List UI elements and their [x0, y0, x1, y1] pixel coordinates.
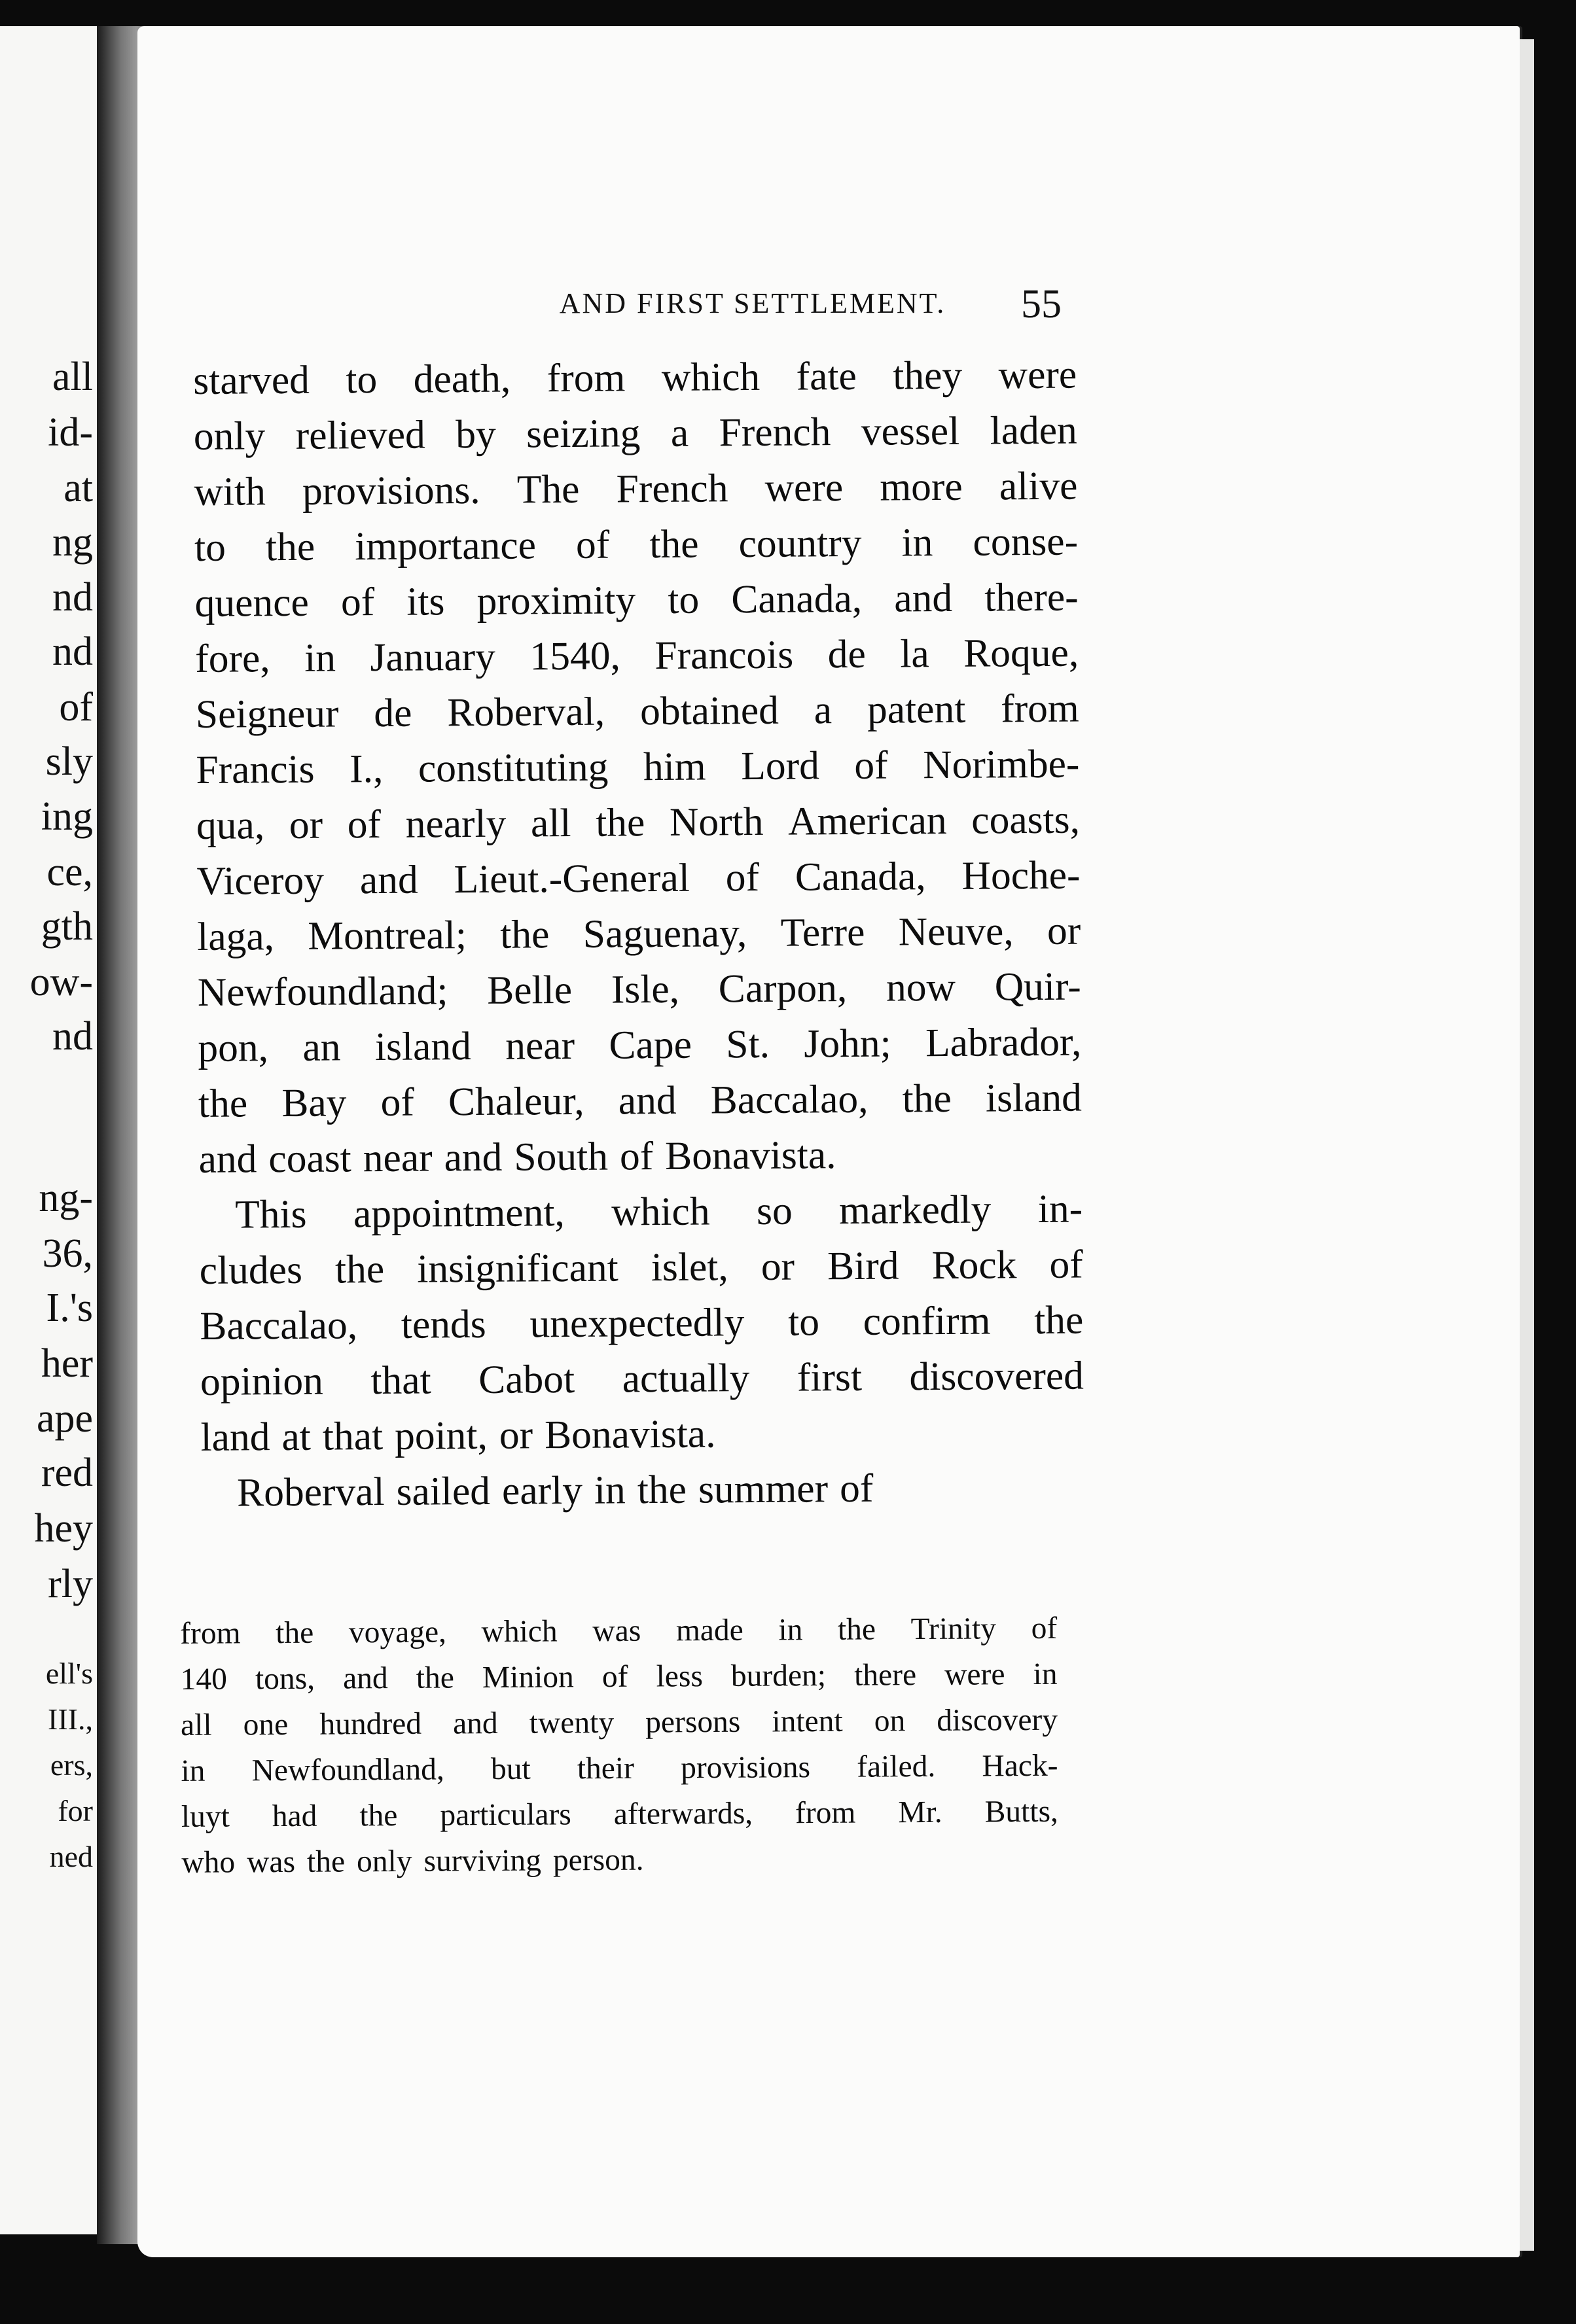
- left-fragment: 36,: [42, 1231, 93, 1276]
- text-line: cludes the insignificant islet, or Bird Rock of: [199, 1242, 1083, 1293]
- text-line: Francis I., constituting him Lord of Norimbe-: [196, 741, 1080, 792]
- text-line: Roberval sailed early in the summer of: [236, 1466, 874, 1515]
- left-fragment: id-: [48, 410, 93, 455]
- left-fragment: nd: [52, 575, 93, 620]
- left-fragment: all: [52, 355, 93, 399]
- text-line: qua, or of nearly all the North American coasts,: [196, 797, 1081, 848]
- left-fragment: at: [63, 466, 93, 510]
- left-fragment: ng: [52, 520, 93, 565]
- text-line: Baccalao, tends unexpectedly to confirm the: [200, 1297, 1084, 1348]
- body-text: [193, 347, 1084, 1521]
- text-line: Newfoundland; Belle Isle, Carpon, now Quir-: [197, 964, 1081, 1015]
- left-fragment: ell's: [45, 1657, 93, 1690]
- left-fragment: red: [41, 1451, 93, 1495]
- left-fragment: ow-: [29, 960, 93, 1004]
- footnote-line: luyt had the particulars afterwards, from Mr. Butts,: [181, 1794, 1058, 1834]
- left-fragment: of: [59, 685, 93, 730]
- left-fragment: III.,: [48, 1702, 93, 1736]
- left-fragment: sly: [45, 739, 93, 784]
- footnote-line: who was the only surviving person.: [181, 1842, 644, 1880]
- footnote-line: all one hundred and twenty persons intent on discovery: [180, 1702, 1058, 1742]
- text-line: opinion that Cabot actually first discovered: [200, 1353, 1084, 1404]
- left-fragment: her: [41, 1341, 93, 1386]
- text-line: the Bay of Chaleur, and Baccalao, the island: [198, 1075, 1083, 1126]
- left-fragment: ce,: [46, 850, 93, 894]
- text-line: to the importance of the country in conse-: [194, 519, 1079, 570]
- left-fragment: hey: [34, 1506, 93, 1551]
- left-fragment: nd: [52, 629, 93, 674]
- left-fragment: ng-: [39, 1176, 93, 1220]
- left-fragment: ape: [36, 1396, 93, 1441]
- left-fragment: I.'s: [46, 1286, 93, 1330]
- text-line: Seigneur de Roberval, obtained a patent from: [195, 686, 1079, 737]
- footnote-line: 140 tons, and the Minion of less burden; there were in: [180, 1657, 1058, 1697]
- left-fragment: for: [58, 1794, 93, 1827]
- text-line: pon, an island near Cape St. John; Labrador,: [198, 1019, 1082, 1070]
- text-line: and coast near and South of Bonavista.: [198, 1133, 836, 1182]
- running-head: AND FIRST SETTLEMENT.: [559, 287, 946, 319]
- facing-page-edge: [0, 26, 99, 2234]
- left-fragment: nd: [52, 1014, 93, 1059]
- text-line: fore, in January 1540, Francois de la Roque,: [195, 630, 1079, 681]
- page-edge: [1520, 39, 1534, 2251]
- page-number: 55: [1021, 282, 1062, 326]
- text-line: starved to death, from which fate they were: [193, 352, 1077, 403]
- text-line: Viceroy and Lieut.-General of Canada, Hoche-: [196, 853, 1081, 904]
- left-fragment: ing: [41, 794, 93, 839]
- text-line: only relieved by seizing a French vessel laden: [193, 408, 1078, 459]
- text-line: with provisions. The French were more alive: [194, 463, 1078, 514]
- left-fragment: ers,: [50, 1748, 93, 1782]
- footnote: [180, 1606, 1059, 1886]
- text-line: This appointment, which so markedly in-: [234, 1186, 1083, 1237]
- text-line: land at that point, or Bonavista.: [200, 1411, 716, 1460]
- footnote-line: from the voyage, which was made in the Trinity of: [180, 1611, 1058, 1651]
- left-fragment: ned: [49, 1840, 93, 1873]
- left-fragment: rly: [48, 1562, 93, 1606]
- text-line: quence of its proximity to Canada, and there-: [194, 574, 1079, 625]
- left-fragment: gth: [41, 904, 93, 949]
- text-line: laga, Montreal; the Saguenay, Terre Neuve, or: [196, 908, 1081, 959]
- footnote-line: in Newfoundland, but their provisions failed. Hack-: [181, 1748, 1058, 1788]
